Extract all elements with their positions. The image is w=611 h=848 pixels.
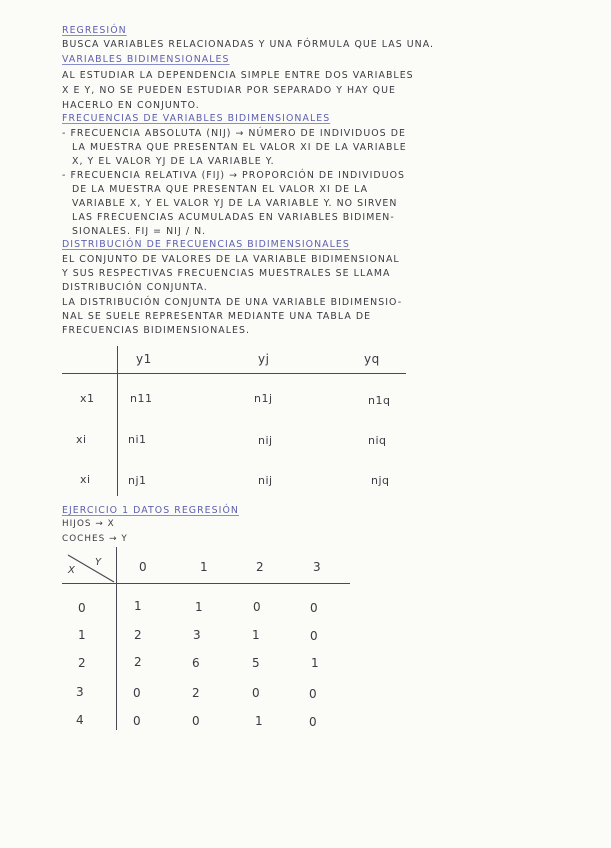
text-line: FRECUENCIAS BIDIMENSIONALES. (62, 325, 251, 336)
table-cell: njq (371, 474, 390, 487)
text-line: HACERLO EN CONJUNTO. (62, 100, 200, 111)
table-cell: nj1 (128, 474, 147, 487)
column-header: 2 (256, 560, 265, 574)
table-cell: 0 (310, 601, 319, 615)
exercise-note: HIJOS → X (62, 519, 115, 529)
table-cell: n1j (254, 392, 273, 405)
table-cell: 0 (310, 629, 319, 643)
text-line: - FRECUENCIA RELATIVA (FIJ) → PROPORCIÓN DE INDIVIDUOS (62, 170, 406, 181)
row-label: 4 (76, 713, 85, 727)
table-cell: 0 (309, 687, 318, 701)
table-cell: nij (258, 474, 273, 487)
table-cell: 6 (192, 656, 201, 670)
table-cell: n1q (368, 394, 391, 407)
table-cell: 0 (252, 686, 261, 700)
table-divider-vertical (117, 346, 118, 496)
row-label: 2 (78, 656, 87, 670)
column-header: 3 (313, 560, 322, 574)
table-cell: 0 (309, 715, 318, 729)
text-line: BUSCA VARIABLES RELACIONADAS Y UNA FÓRMULA QUE LAS UNA. (62, 39, 435, 50)
exercise-note: COCHES → Y (62, 534, 128, 544)
table-cell: 1 (195, 600, 204, 614)
heading-frecuencias: FRECUENCIAS DE VARIABLES BIDIMENSIONALES (62, 113, 331, 124)
text-line: LA MUESTRA QUE PRESENTAN EL VALOR XI DE LA VARIABLE (72, 142, 407, 153)
row-label: xi (76, 433, 87, 446)
row-label: 3 (76, 685, 85, 699)
column-header: y1 (136, 352, 152, 366)
text-line: LA DISTRIBUCIÓN CONJUNTA DE UNA VARIABLE BIDIMENSIO- (62, 297, 403, 308)
heading-distribucion: DISTRIBUCIÓN DE FRECUENCIAS BIDIMENSIONALES (62, 239, 350, 250)
table-divider-horizontal (62, 373, 406, 374)
column-header: 1 (200, 560, 209, 574)
text-line: DISTRIBUCIÓN CONJUNTA. (62, 282, 208, 293)
text-line: X E Y, NO SE PUEDEN ESTUDIAR POR SEPARADO Y HAY QUE (62, 85, 397, 96)
text-line: VARIABLE X, Y EL VALOR YJ DE LA VARIABLE Y. NO SIRVEN (72, 198, 398, 209)
table-cell: 1 (311, 656, 320, 670)
table-cell: 0 (133, 714, 142, 728)
corner-label-y: Y (95, 557, 102, 568)
text-line: AL ESTUDIAR LA DEPENDENCIA SIMPLE ENTRE DOS VARIABLES (62, 70, 414, 81)
column-header: yq (364, 352, 380, 366)
text-line: SIONALES. FIJ = NIJ / N. (72, 226, 207, 237)
table-divider-horizontal (62, 583, 350, 584)
table-cell: ni1 (128, 433, 147, 446)
table-cell: 2 (134, 628, 143, 642)
table-cell: niq (368, 434, 387, 447)
row-label: 1 (78, 628, 87, 642)
table-cell: nij (258, 434, 273, 447)
heading-variables-bidimensionales: VARIABLES BIDIMENSIONALES (62, 54, 230, 65)
text-line: EL CONJUNTO DE VALORES DE LA VARIABLE BIDIMENSIONAL (62, 254, 400, 265)
text-line: LAS FRECUENCIAS ACUMULADAS EN VARIABLES BIDIMEN- (72, 212, 395, 223)
row-label: 0 (78, 601, 87, 615)
text-line: X, Y EL VALOR YJ DE LA VARIABLE Y. (72, 156, 275, 167)
table-cell: 2 (192, 686, 201, 700)
table-cell: 2 (134, 655, 143, 669)
table-cell: 1 (134, 599, 143, 613)
corner-label-x: X (68, 565, 76, 576)
column-header: yj (258, 352, 270, 366)
table-cell: 1 (255, 714, 264, 728)
table-cell: n11 (130, 392, 153, 405)
table-cell: 0 (133, 686, 142, 700)
text-line: - FRECUENCIA ABSOLUTA (NIJ) → NÚMERO DE INDIVIDUOS DE (62, 128, 406, 139)
table-cell: 0 (192, 714, 201, 728)
table-cell: 0 (253, 600, 262, 614)
row-label: xi (80, 473, 91, 486)
table-divider-vertical (116, 547, 117, 730)
row-label: x1 (80, 392, 95, 405)
table-cell: 5 (252, 656, 261, 670)
text-line: DE LA MUESTRA QUE PRESENTAN EL VALOR XI DE LA (72, 184, 369, 195)
exercise-title: EJERCICIO 1 DATOS REGRESIÓN (62, 505, 239, 516)
table-cell: 1 (252, 628, 261, 642)
heading-regresion: REGRESIÓN (62, 25, 127, 36)
column-header: 0 (139, 560, 148, 574)
text-line: NAL SE SUELE REPRESENTAR MEDIANTE UNA TABLA DE (62, 311, 372, 322)
table-cell: 3 (193, 628, 202, 642)
text-line: Y SUS RESPECTIVAS FRECUENCIAS MUESTRALES SE LLAMA (62, 268, 391, 279)
